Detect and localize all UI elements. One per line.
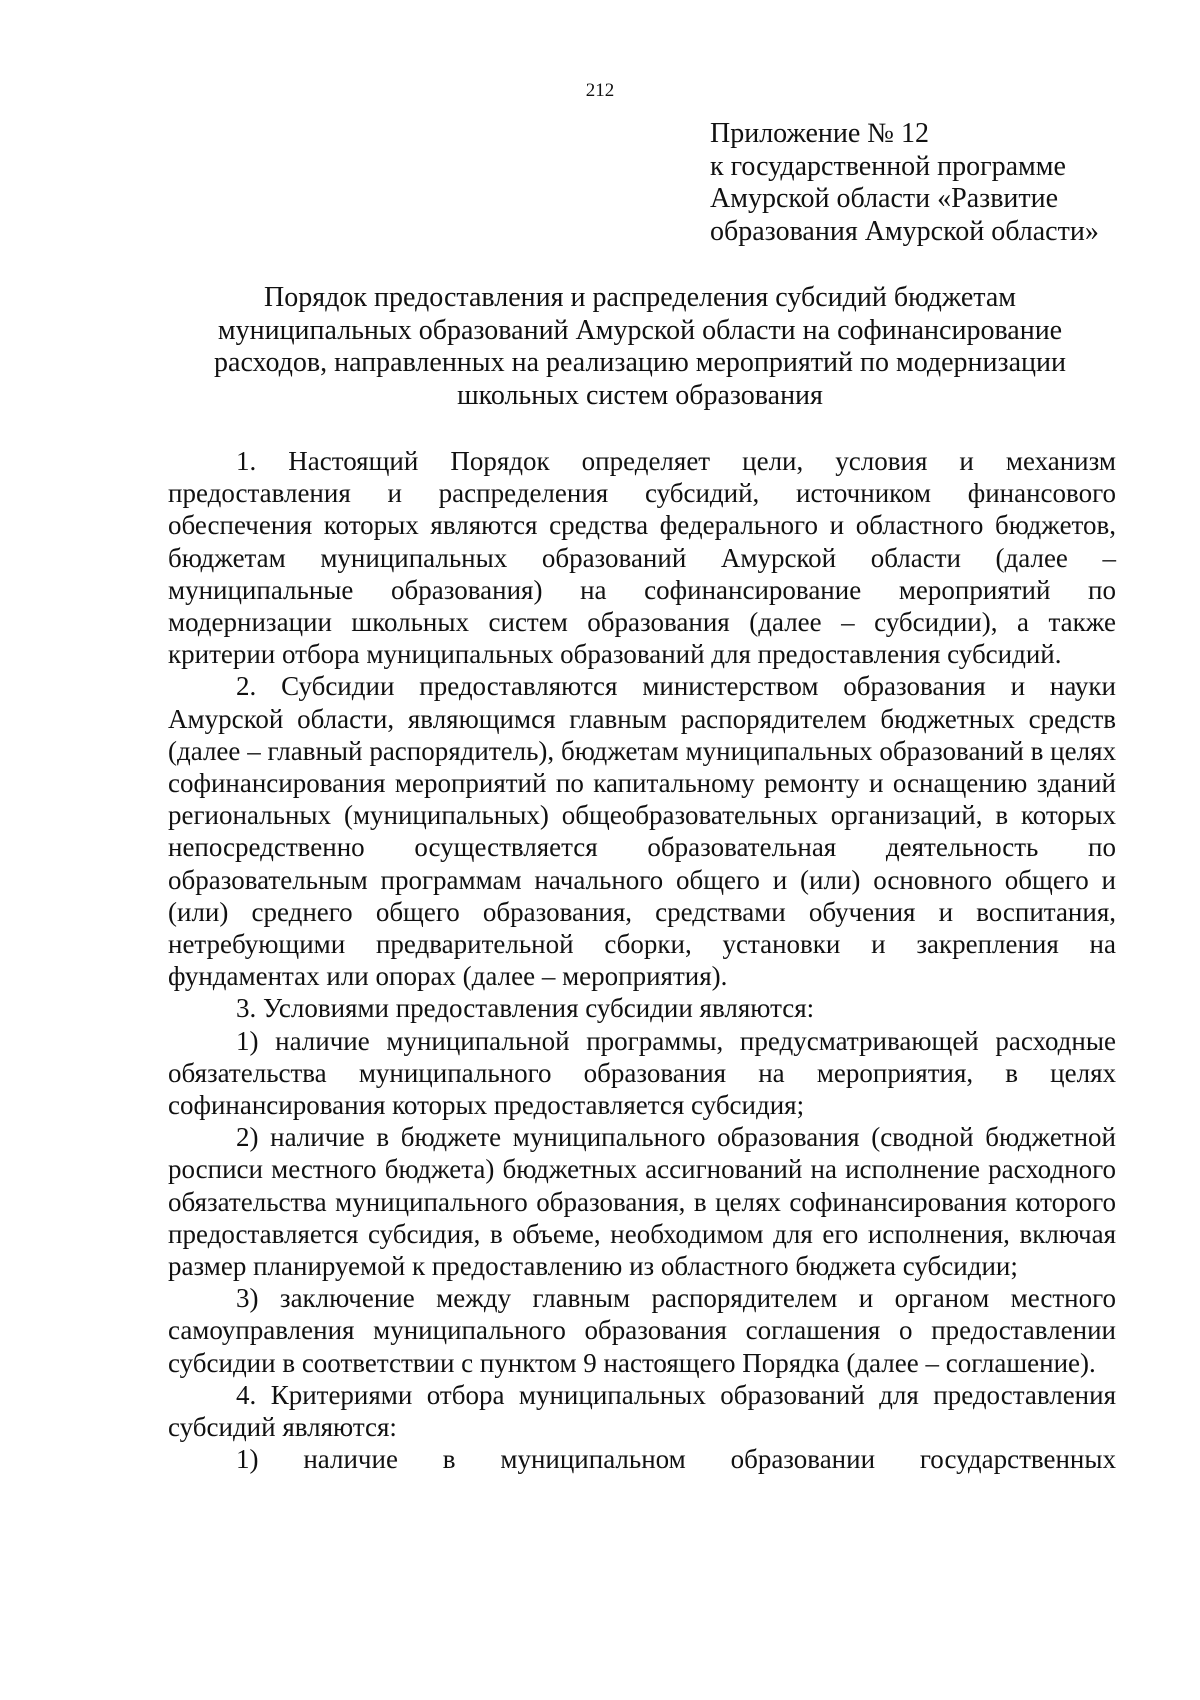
- paragraph-3: 3. Условиями предоставления субсидии являются:: [236, 993, 815, 1024]
- page-number: 212: [585, 80, 615, 101]
- title-line: муниципальных образований Амурской области на софинансирование: [217, 314, 1063, 346]
- appendix-line: образования Амурской области»: [710, 215, 1099, 247]
- appendix-header: [710, 118, 1150, 248]
- document-title: [160, 282, 1120, 412]
- title-line: расходов, направленных на реализацию мероприятий по модернизации: [214, 347, 1066, 378]
- appendix-line: Приложение № 12: [710, 118, 929, 149]
- paragraph-1: 1. Настоящий Порядок определяет цели, условия и механизм предоставления и распределения субсидий, источником финансового обеспечения которых являются средства федерального и областного бюджетов, бюджетам муниципальных образований Амурской области (далее – муниципальные образования) на софинансирование мероприятий по модернизации школьных систем образования (далее – субсидии), а также критерии отбора муниципальных образований для предоставления субсидий.: [168, 446, 1116, 670]
- title-line: школьных систем образования: [457, 379, 823, 411]
- appendix-line: Амурской области «Развитие: [710, 183, 1059, 214]
- paragraph-3-item-2: 2) наличие в бюджете муниципального образования (сводной бюджетной росписи местного бюджета) бюджетных ассигнований на исполнение расходного обязательства муниципального образования, в целях софинансирования которого предоставляется субсидия, в объеме, необходимом для его исполнения, включая размер планируемой к предоставлению из областного бюджета субсидии;: [168, 1122, 1116, 1282]
- paragraph-4: 4. Критериями отбора муниципальных образований для предоставления субсидий являются:: [168, 1379, 1116, 1443]
- paragraph-3-item-3: 3) заключение между главным распорядителем и органом местного самоуправления муниципального образования соглашения о предоставлении субсидии в соответствии с пунктом 9 настоящего Порядка (далее – соглашение).: [168, 1283, 1116, 1378]
- document-body: [168, 445, 1116, 1476]
- paragraph-2: 2. Субсидии предоставляются министерством образования и науки Амурской области, являющимся главным распорядителем бюджетных средств (далее – главный распорядитель), бюджетам муниципальных образований в целях софинансирования мероприятий по капитальному ремонту и оснащению зданий региональных (муниципальных) общеобразовательных организаций, в которых непосредственно осуществляется образовательная деятельность по образовательным программам начального общего и (или) основного общего и (или) среднего общего образования, средствами обучения и воспитания, нетребующими предварительной сборки, установки и закрепления на фундаментах или опорах (далее – мероприятия).: [168, 671, 1116, 992]
- paragraph-3-item-1: 1) наличие муниципальной программы, предусматривающей расходные обязательства муниципального образования на мероприятия, в целях софинансирования которых предоставляется субсидия;: [168, 1025, 1116, 1121]
- title-line: Порядок предоставления и распределения субсидий бюджетам: [264, 282, 1016, 313]
- paragraph-4-item-1: 1) наличие в муниципальном образовании государственных: [236, 1444, 1116, 1475]
- appendix-line: к государственной программе: [710, 150, 1066, 182]
